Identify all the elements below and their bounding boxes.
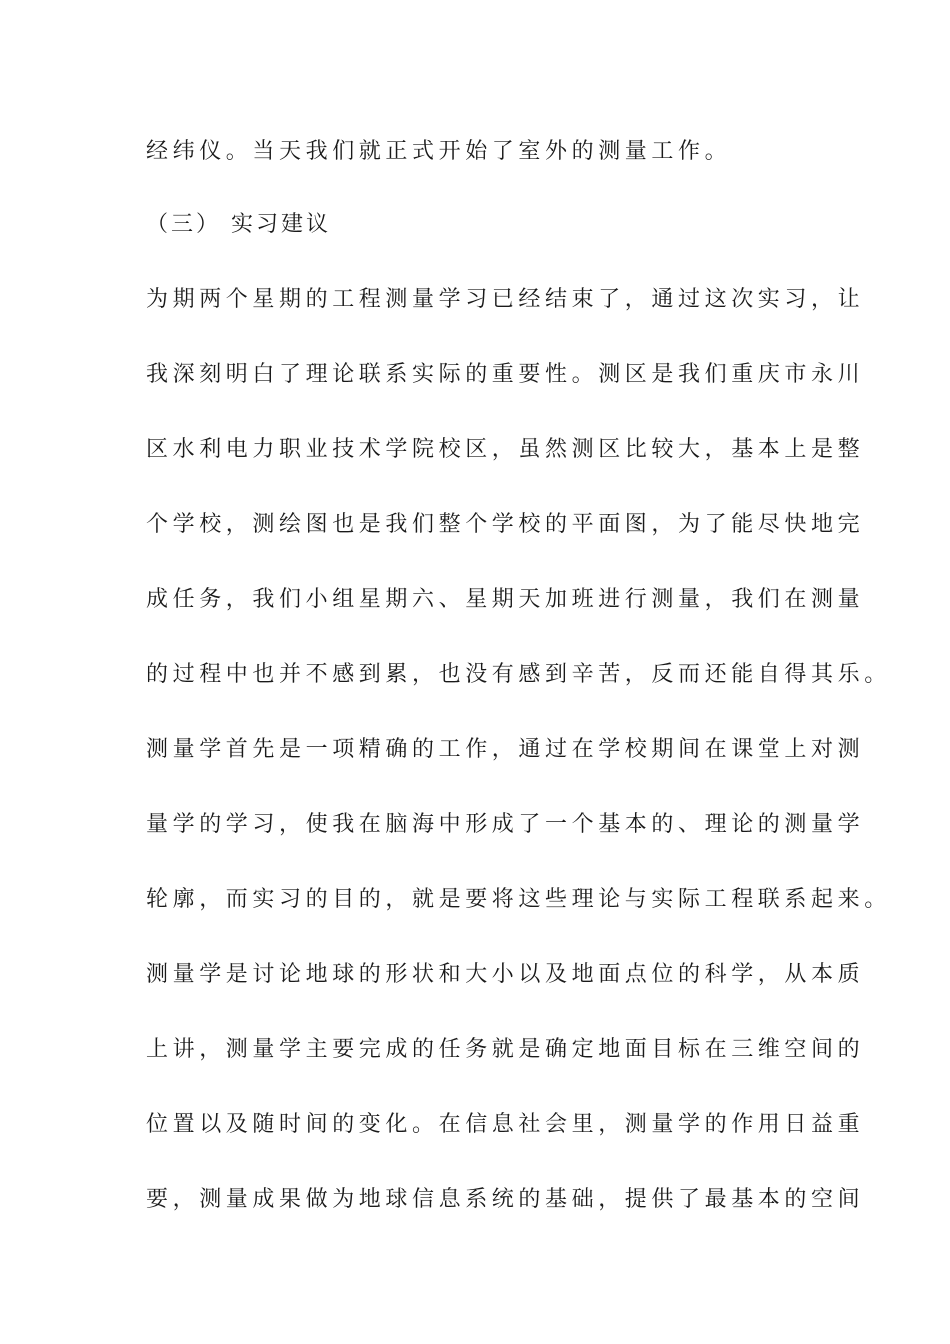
paragraph-line-10: 轮廓，而实习的目的，就是要将这些理论与实际工程联系起来。 [146, 887, 891, 912]
paragraph-line-13: 位置以及随时间的变化。在信息社会里，测量学的作用日益重 [146, 1112, 865, 1137]
paragraph-line-3: 我深刻明白了理论联系实际的重要性。测区是我们重庆市永川 [146, 362, 865, 387]
paragraph-line-5: 个学校，测绘图也是我们整个学校的平面图，为了能尽快地完 [146, 512, 865, 537]
paragraph-line-1: 经纬仪。当天我们就正式开始了室外的测量工作。 [146, 139, 732, 164]
paragraph-line-2: 为期两个星期的工程测量学习已经结束了，通过这次实习，让 [146, 287, 865, 312]
paragraph-line-11: 测量学是讨论地球的形状和大小以及地面点位的科学，从本质 [146, 962, 865, 987]
paragraph-line-7: 的过程中也并不感到累，也没有感到辛苦，反而还能自得其乐。 [146, 662, 891, 687]
paragraph-line-8: 测量学首先是一项精确的工作，通过在学校期间在课堂上对测 [146, 737, 865, 762]
section-heading: （三） 实习建议 [146, 212, 331, 237]
paragraph-line-12: 上讲，测量学主要完成的任务就是确定地面目标在三维空间的 [146, 1037, 865, 1062]
paragraph-line-6: 成任务，我们小组星期六、星期天加班进行测量，我们在测量 [146, 587, 865, 612]
paragraph-line-9: 量学的学习，使我在脑海中形成了一个基本的、理论的测量学 [146, 812, 865, 837]
paragraph-line-4: 区水利电力职业技术学院校区，虽然测区比较大，基本上是整 [146, 437, 865, 462]
paragraph-line-14: 要，测量成果做为地球信息系统的基础，提供了最基本的空间 [146, 1187, 865, 1212]
